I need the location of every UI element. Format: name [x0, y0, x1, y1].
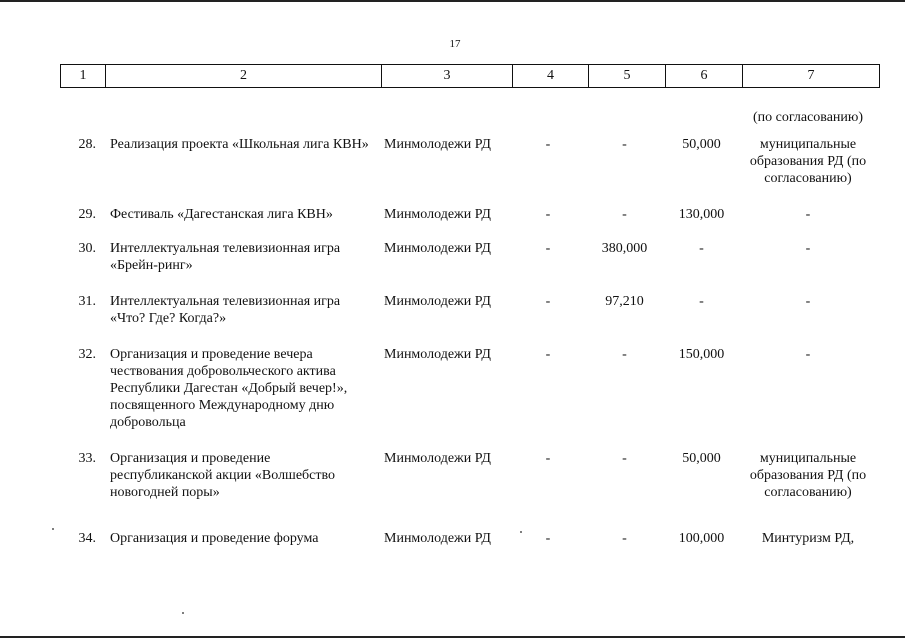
col5-value: -: [622, 137, 627, 152]
header-col-3: 3: [382, 65, 513, 88]
row-number: 28.: [78, 137, 96, 152]
row-number: 33.: [78, 451, 96, 466]
col6-value: 130,000: [678, 207, 725, 222]
header-col-4: 4: [513, 65, 589, 88]
event-name: Организация и проведение вечера чествования добровольческого актива Республики Дагестан «Добрый вечер!», посвященного Международному дню добровольца: [110, 347, 348, 430]
co-executors: -: [805, 347, 811, 362]
col6-value: -: [699, 294, 704, 309]
scan-speck: [520, 531, 522, 533]
event-name: Фестиваль «Дагестанская лига КВН»: [110, 207, 333, 222]
organizer: Минмолодежи РД: [384, 241, 491, 256]
header-col-2: 2: [106, 65, 382, 88]
header-col-5: 5: [589, 65, 666, 88]
co-executors: муниципальные образования РД (по согласованию): [749, 137, 867, 186]
col6-value: 150,000: [678, 347, 725, 362]
organizer: Минмолодежи РД: [384, 451, 491, 466]
event-name: Интеллектуальная телевизионная игра «Брейн-ринг»: [110, 241, 341, 273]
organizer: Минмолодежи РД: [384, 137, 491, 152]
co-executors: -: [805, 241, 811, 256]
organizer: Минмолодежи РД: [384, 531, 491, 546]
organizer: Минмолодежи РД: [384, 294, 491, 309]
col6-value: 50,000: [682, 451, 721, 466]
scan-speck: [182, 612, 184, 614]
page-number: 17: [449, 38, 461, 50]
event-name: Реализация проекта «Школьная лига КВН»: [110, 137, 369, 152]
col5-value: 380,000: [601, 241, 648, 256]
row-number: 29.: [78, 207, 96, 222]
col6-value: 100,000: [678, 531, 725, 546]
co-executors: -: [805, 207, 811, 222]
event-name: Организация и проведение форума: [110, 531, 319, 546]
scan-speck: [52, 528, 54, 530]
event-name: Организация и проведение республиканской акции «Волшебство новогодней поры»: [110, 451, 336, 500]
organizer: Минмолодежи РД: [384, 347, 491, 362]
col5-value: -: [622, 531, 627, 546]
event-name: Интеллектуальная телевизионная игра «Что? Где? Когда?»: [110, 294, 341, 326]
co-executors: муниципальные образования РД (по согласованию): [749, 451, 867, 500]
col4-value: -: [545, 294, 551, 309]
col4-value: -: [545, 531, 551, 546]
col5-value: -: [622, 347, 627, 362]
row-number: 34.: [78, 531, 96, 546]
continuation-text: (по согласованию): [752, 110, 864, 125]
col6-value: 50,000: [682, 137, 721, 152]
col5-value: 97,210: [605, 294, 644, 309]
col4-value: -: [545, 241, 551, 256]
row-number: 32.: [78, 347, 96, 362]
organizer: Минмолодежи РД: [384, 207, 491, 222]
col6-value: -: [699, 241, 704, 256]
row-number: 30.: [78, 241, 96, 256]
co-executors: Минтуризм РД,: [761, 531, 855, 546]
header-col-1: 1: [61, 65, 106, 88]
col4-value: -: [545, 347, 551, 362]
co-executors: -: [805, 294, 811, 309]
col5-value: -: [622, 451, 627, 466]
header-col-7: 7: [743, 65, 880, 88]
col4-value: -: [545, 137, 551, 152]
col4-value: -: [545, 451, 551, 466]
row-number: 31.: [78, 294, 96, 309]
col4-value: -: [545, 207, 551, 222]
col5-value: -: [622, 207, 627, 222]
header-col-6: 6: [666, 65, 743, 88]
